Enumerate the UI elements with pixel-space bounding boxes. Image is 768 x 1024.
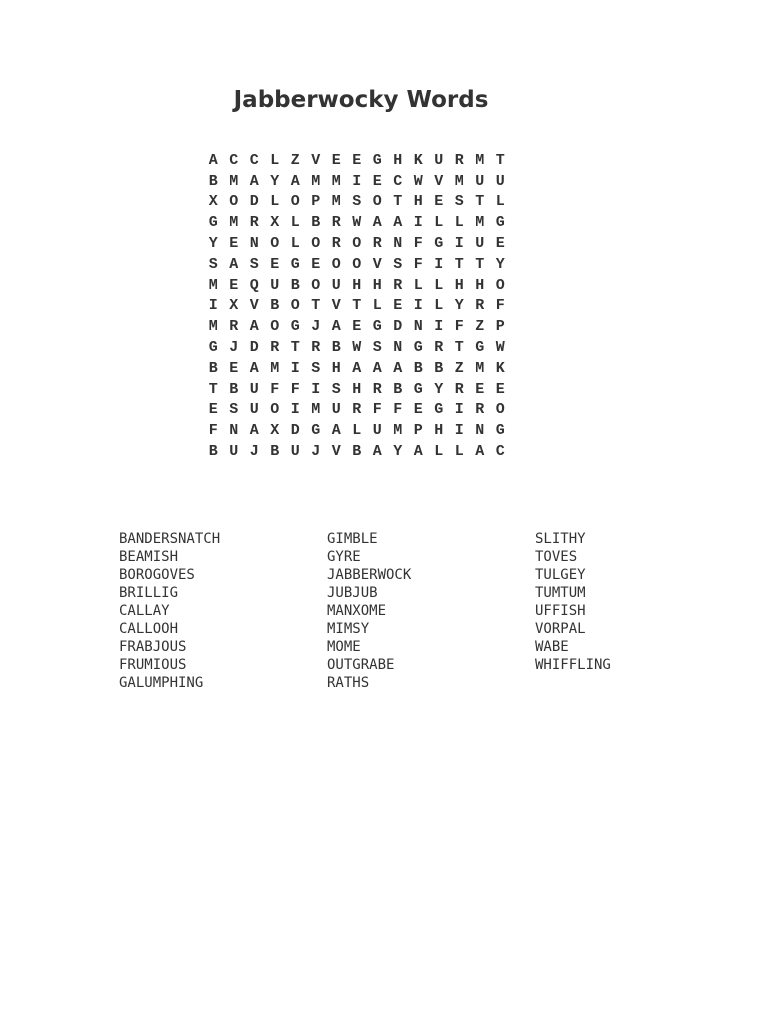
grid-letter: H [372,276,382,294]
grid-letter: L [434,297,444,315]
grid-letter: N [393,339,403,357]
grid-letter: I [290,401,300,419]
grid-letter: F [495,297,505,315]
grid-letter: R [311,339,321,357]
word-item: WABE [535,639,569,655]
grid-letter: L [352,422,362,440]
grid-letter: G [372,151,382,169]
grid-letter: I [413,214,423,232]
word-item: MANXOME [327,603,387,619]
grid-letter: S [454,193,464,211]
grid-row [203,254,511,275]
grid-letter: I [413,297,423,315]
grid-letter: H [454,276,464,294]
grid-letter: C [393,172,403,190]
grid-letter: V [372,255,382,273]
grid-letter: G [495,214,505,232]
grid-letter: M [475,214,485,232]
grid-row [203,358,511,379]
grid-letter: O [270,401,280,419]
grid-letter: S [393,255,403,273]
grid-letter: U [331,401,341,419]
grid-letter: T [454,255,464,273]
grid-letter: M [454,172,464,190]
grid-letter: H [352,276,362,294]
grid-letter: E [229,359,239,377]
grid-letter: U [372,422,382,440]
grid-letter: Z [290,151,300,169]
grid-letter: O [352,235,362,253]
grid-letter: E [495,235,505,253]
word-item: TULGEY [535,567,586,583]
grid-letter: A [393,214,403,232]
grid-letter: M [393,422,403,440]
grid-letter: N [393,235,403,253]
grid-row [203,420,511,441]
grid-letter: N [229,422,239,440]
grid-letter: B [208,359,218,377]
grid-letter: E [270,255,280,273]
grid-row [203,316,511,337]
grid-letter: L [290,235,300,253]
grid-letter: L [372,297,382,315]
grid-letter: Y [393,443,403,461]
grid-letter: R [352,401,362,419]
word-item: BEAMISH [119,549,179,565]
grid-letter: T [311,297,321,315]
grid-letter: M [229,172,239,190]
grid-letter: U [249,380,259,398]
grid-letter: G [208,339,218,357]
grid-letter: U [495,172,505,190]
grid-letter: J [249,443,259,461]
grid-letter: M [331,172,341,190]
grid-letter: A [229,255,239,273]
grid-letter: R [475,401,485,419]
grid-letter: H [475,276,485,294]
grid-letter: L [270,193,280,211]
grid-letter: O [270,235,280,253]
grid-row [203,296,511,317]
grid-letter: X [208,193,218,211]
grid-letter: A [331,318,341,336]
grid-row [203,337,511,358]
grid-letter: O [270,318,280,336]
grid-row [203,400,511,421]
grid-letter: X [270,422,280,440]
grid-letter: A [352,359,362,377]
grid-letter: I [208,297,218,315]
grid-letter: Y [454,297,464,315]
grid-letter: G [208,214,218,232]
grid-letter: F [413,235,423,253]
grid-letter: E [434,193,444,211]
grid-letter: N [413,318,423,336]
grid-letter: B [331,339,341,357]
grid-letter: W [413,172,423,190]
grid-letter: W [352,339,362,357]
grid-letter: L [434,214,444,232]
grid-letter: B [290,276,300,294]
grid-letter: A [372,214,382,232]
grid-letter: K [413,151,423,169]
grid-letter: L [270,151,280,169]
grid-letter: B [270,297,280,315]
grid-letter: I [454,401,464,419]
grid-letter: P [413,422,423,440]
grid-letter: S [331,380,341,398]
grid-letter: L [454,214,464,232]
grid-letter: T [208,380,218,398]
grid-letter: U [434,151,444,169]
grid-letter: T [495,151,505,169]
grid-letter: O [352,255,362,273]
puzzle-title: Jabberwocky Words [233,87,489,113]
grid-letter: G [413,339,423,357]
grid-row [203,379,511,400]
grid-letter: V [249,297,259,315]
grid-letter: B [270,443,280,461]
grid-letter: F [393,401,403,419]
word-item: WHIFFLING [535,657,611,673]
grid-letter: E [229,235,239,253]
grid-letter: Y [434,380,444,398]
word-column [327,530,535,692]
grid-letter: R [331,235,341,253]
grid-letter: L [454,443,464,461]
grid-letter: R [393,276,403,294]
grid-letter: I [290,359,300,377]
grid-letter: R [475,297,485,315]
grid-letter: B [311,214,321,232]
grid-letter: V [434,172,444,190]
word-item: VORPAL [535,621,586,637]
word-item: JUBJUB [327,585,378,601]
grid-letter: W [352,214,362,232]
grid-letter: G [413,380,423,398]
grid-letter: O [331,255,341,273]
grid-letter: D [249,193,259,211]
grid-letter: B [208,172,218,190]
grid-row [203,171,511,192]
grid-letter: H [393,151,403,169]
grid-letter: H [352,380,362,398]
grid-row [203,275,511,296]
word-item: SLITHY [535,531,586,547]
grid-row [203,441,511,462]
grid-letter: U [249,401,259,419]
grid-letter: A [249,359,259,377]
grid-row [203,150,511,171]
grid-letter: O [495,401,505,419]
grid-letter: R [454,380,464,398]
grid-letter: M [208,318,218,336]
grid-letter: Y [495,255,505,273]
grid-letter: E [229,276,239,294]
word-column [535,530,743,692]
grid-letter: A [393,359,403,377]
grid-letter: A [249,172,259,190]
grid-letter: W [495,339,505,357]
grid-letter: M [229,214,239,232]
grid-letter: S [311,359,321,377]
word-column [119,530,327,692]
grid-letter: G [290,255,300,273]
grid-letter: G [475,339,485,357]
grid-letter: V [331,297,341,315]
grid-letter: O [311,276,321,294]
grid-letter: U [229,443,239,461]
grid-letter: V [311,151,321,169]
grid-letter: A [413,443,423,461]
grid-letter: A [249,318,259,336]
grid-letter: E [208,401,218,419]
grid-letter: D [249,339,259,357]
grid-letter: B [413,359,423,377]
grid-letter: F [208,422,218,440]
grid-letter: P [495,318,505,336]
grid-letter: T [290,339,300,357]
grid-letter: E [413,401,423,419]
grid-letter: O [290,193,300,211]
grid-letter: A [372,443,382,461]
grid-letter: A [331,422,341,440]
grid-letter: R [434,339,444,357]
grid-letter: Z [454,359,464,377]
grid-letter: X [270,214,280,232]
grid-letter: O [311,235,321,253]
grid-letter: U [475,172,485,190]
word-item: BRILLIG [119,585,179,601]
grid-letter: U [331,276,341,294]
grid-letter: B [434,359,444,377]
grid-letter: J [311,318,321,336]
grid-letter: R [249,214,259,232]
grid-letter: M [331,193,341,211]
grid-letter: M [475,359,485,377]
grid-letter: F [270,380,280,398]
grid-letter: E [331,151,341,169]
grid-letter: S [229,401,239,419]
grid-letter: I [454,422,464,440]
grid-row [203,192,511,213]
grid-letter: X [229,297,239,315]
grid-letter: P [311,193,321,211]
grid-letter: O [229,193,239,211]
grid-letter: G [495,422,505,440]
grid-letter: S [352,193,362,211]
grid-letter: Q [249,276,259,294]
grid-letter: S [372,339,382,357]
word-item: GYRE [327,549,361,565]
grid-letter: O [290,297,300,315]
grid-letter: G [434,401,444,419]
grid-letter: G [372,318,382,336]
grid-letter: A [290,172,300,190]
word-list [119,530,743,692]
grid-letter: F [290,380,300,398]
grid-row [203,212,511,233]
grid-letter: F [413,255,423,273]
grid-letter: U [270,276,280,294]
grid-letter: U [475,235,485,253]
grid-letter: L [434,276,444,294]
grid-letter: Y [208,235,218,253]
grid-letter: E [393,297,403,315]
grid-letter: K [495,359,505,377]
word-item: FRUMIOUS [119,657,187,673]
grid-letter: V [331,443,341,461]
grid-letter: M [208,276,218,294]
grid-letter: Z [475,318,485,336]
grid-letter: E [475,380,485,398]
grid-letter: I [434,255,444,273]
grid-letter: S [208,255,218,273]
grid-letter: I [454,235,464,253]
grid-letter: M [311,401,321,419]
grid-letter: T [454,339,464,357]
grid-letter: L [495,193,505,211]
grid-letter: N [249,235,259,253]
grid-letter: S [249,255,259,273]
grid-letter: R [229,318,239,336]
grid-letter: A [208,151,218,169]
word-item: GALUMPHING [119,675,204,691]
grid-letter: O [372,193,382,211]
grid-letter: I [311,380,321,398]
word-item: CALLOOH [119,621,179,637]
word-item: BOROGOVES [119,567,195,583]
grid-letter: J [229,339,239,357]
grid-letter: H [434,422,444,440]
grid-letter: Y [270,172,280,190]
grid-letter: E [311,255,321,273]
grid-letter: R [454,151,464,169]
grid-letter: B [393,380,403,398]
grid-letter: A [249,422,259,440]
grid-letter: M [311,172,321,190]
grid-letter: L [434,443,444,461]
grid-letter: U [290,443,300,461]
grid-letter: T [352,297,362,315]
grid-letter: G [434,235,444,253]
word-item: MOME [327,639,361,655]
word-item: JABBERWOCK [327,567,412,583]
word-item: GIMBLE [327,531,378,547]
grid-letter: R [372,380,382,398]
grid-letter: B [229,380,239,398]
grid-letter: D [393,318,403,336]
grid-row [203,233,511,254]
word-item: MIMSY [327,621,370,637]
grid-letter: R [331,214,341,232]
grid-letter: C [495,443,505,461]
grid-letter: M [475,151,485,169]
grid-letter: G [290,318,300,336]
word-item: RATHS [327,675,370,691]
grid-letter: R [270,339,280,357]
grid-letter: O [495,276,505,294]
grid-letter: R [372,235,382,253]
grid-letter: D [290,422,300,440]
grid-letter: A [372,359,382,377]
grid-letter: I [434,318,444,336]
grid-letter: C [229,151,239,169]
word-item: UFFISH [535,603,586,619]
word-item: CALLAY [119,603,170,619]
grid-letter: M [270,359,280,377]
word-item: FRABJOUS [119,639,187,655]
word-item: TOVES [535,549,578,565]
word-item: OUTGRABE [327,657,395,673]
grid-letter: J [311,443,321,461]
letter-grid [203,150,511,462]
grid-letter: F [454,318,464,336]
word-item: BANDERSNATCH [119,531,221,547]
grid-letter: T [475,193,485,211]
grid-letter: H [413,193,423,211]
grid-letter: E [352,151,362,169]
grid-letter: I [352,172,362,190]
grid-letter: C [249,151,259,169]
grid-letter: E [372,172,382,190]
grid-letter: H [331,359,341,377]
grid-letter: F [372,401,382,419]
grid-letter: G [311,422,321,440]
word-item: TUMTUM [535,585,586,601]
grid-letter: T [475,255,485,273]
grid-letter: L [413,276,423,294]
grid-letter: N [475,422,485,440]
grid-letter: L [290,214,300,232]
grid-letter: B [208,443,218,461]
grid-letter: A [475,443,485,461]
grid-letter: E [352,318,362,336]
grid-letter: T [393,193,403,211]
grid-letter: B [352,443,362,461]
grid-letter: E [495,380,505,398]
